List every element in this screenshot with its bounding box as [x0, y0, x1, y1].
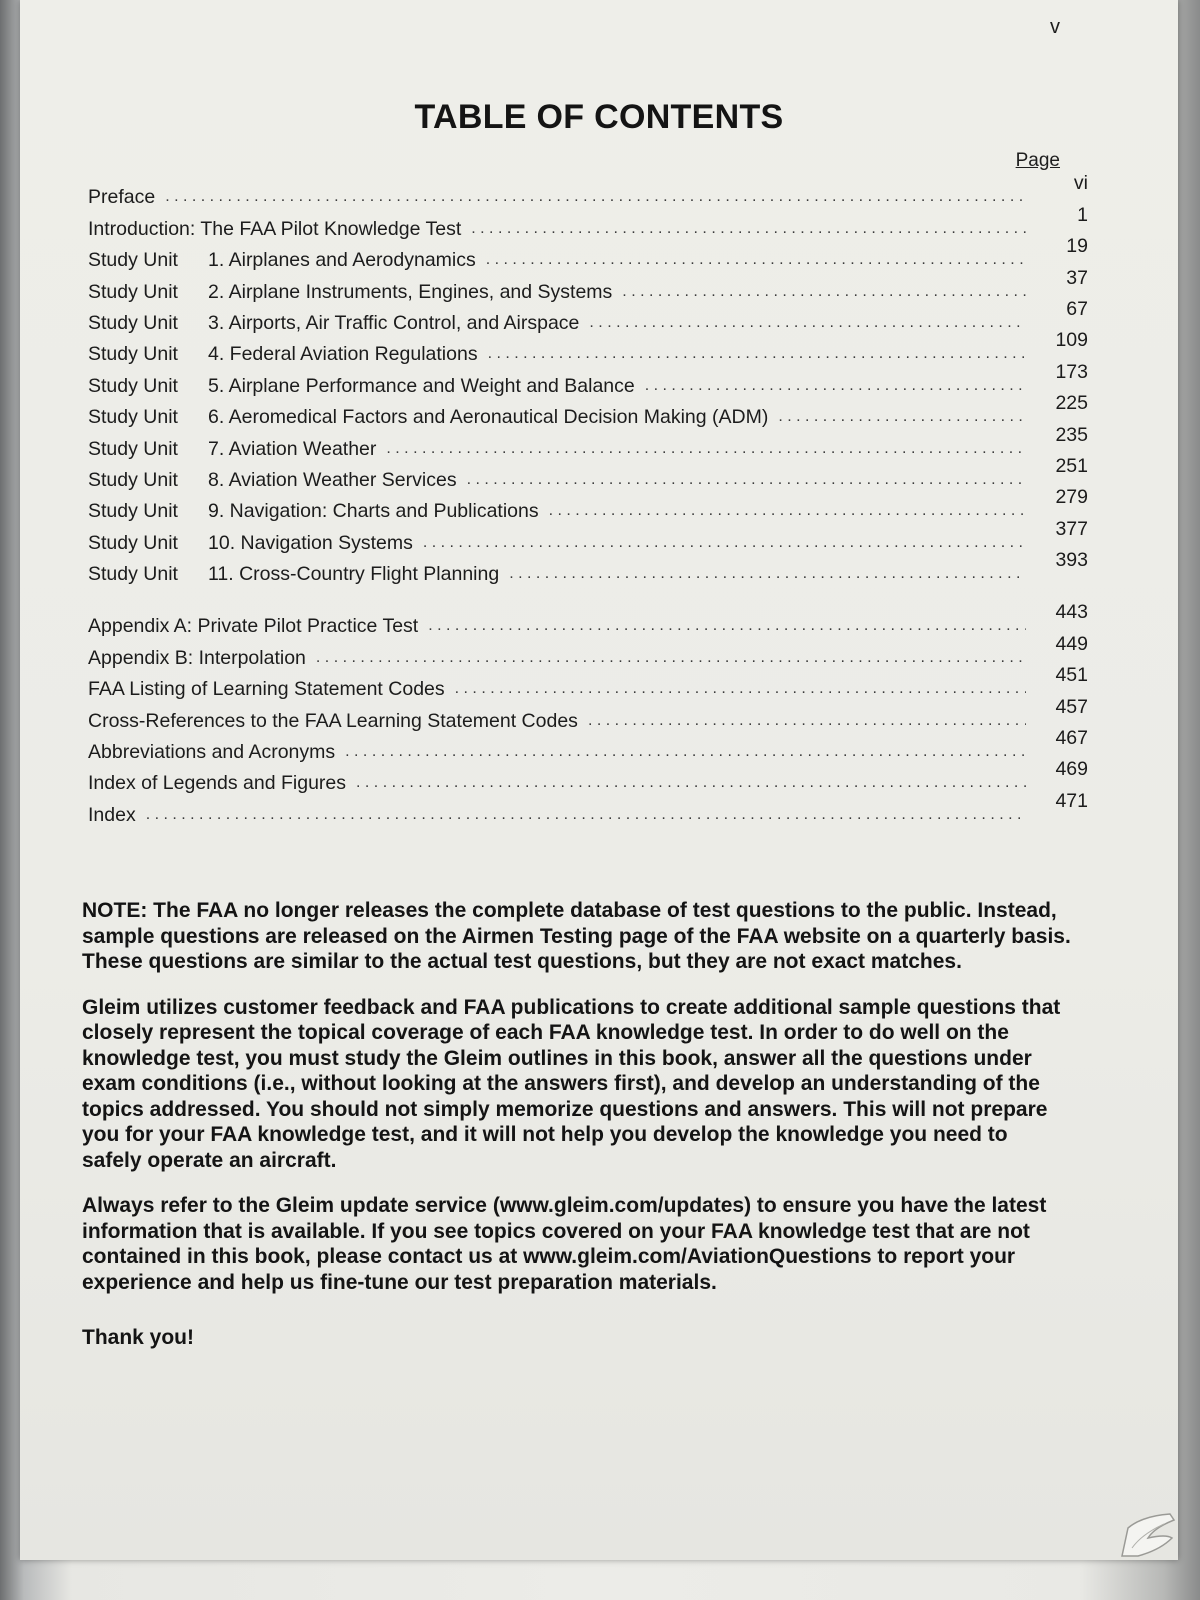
toc-dot-leader: [589, 313, 1026, 335]
toc-entry-title: 5. Airplane Performance and Weight and Balance: [208, 374, 635, 397]
table-of-contents: [88, 172, 1088, 827]
toc-entry-title: 11. Cross-Country Flight Planning: [208, 563, 500, 586]
toc-entry: [88, 172, 1088, 209]
toc-entry-title: Appendix B: Interpolation: [88, 646, 306, 669]
toc-dot-leader: [549, 501, 1026, 523]
toc-entry-page: vi: [1073, 172, 1088, 195]
toc-dot-leader: [423, 533, 1026, 555]
toc-dot-leader: [471, 219, 1026, 241]
toc-entry: [88, 454, 1088, 492]
toc-dot-leader: [509, 564, 1026, 586]
toc-entry: [88, 601, 1088, 638]
toc-dot-leader: [645, 376, 1026, 398]
toc-entry-title: 4. Federal Aviation Regulations: [208, 343, 478, 366]
toc-entry-prefix: Study Unit: [88, 374, 178, 397]
toc-entry: [88, 758, 1088, 795]
toc-entry-prefix: Study Unit: [88, 406, 178, 429]
toc-dot-leader: [316, 648, 1026, 670]
toc-entry-page: 467: [1055, 727, 1088, 750]
toc-entry-title: Introduction: The FAA Pilot Knowledge Test: [88, 217, 462, 240]
toc-dot-leader: [386, 439, 1026, 461]
toc-entry-title: 8. Aviation Weather Services: [208, 468, 457, 491]
toc-dot-leader: [467, 470, 1026, 492]
toc-entry-prefix: Study Unit: [88, 280, 178, 303]
toc-entry-title: 6. Aeromedical Factors and Aeronautical Decision Making (ADM): [208, 406, 769, 429]
toc-entry-prefix: Study Unit: [88, 531, 178, 554]
toc-dot-leader: [486, 250, 1026, 272]
toc-dot-leader: [488, 344, 1026, 366]
toc-entry-prefix: Study Unit: [88, 563, 178, 586]
toc-entry-title: 10. Navigation Systems: [208, 531, 413, 554]
page-number: v: [1050, 16, 1060, 38]
toc-entry-page: 37: [1066, 266, 1088, 289]
toc-entry: [88, 517, 1088, 554]
toc-entry-page: 451: [1055, 664, 1088, 687]
toc-entry-prefix: Study Unit: [88, 468, 178, 491]
toc-entry-page: 67: [1066, 297, 1088, 320]
toc-entry-page: 449: [1055, 632, 1088, 655]
toc-entry: [88, 789, 1088, 826]
thanks-line: Thank you!: [82, 1326, 195, 1349]
toc-entry-title: 7. Aviation Weather: [208, 437, 377, 460]
note-label: NOTE:: [82, 899, 148, 922]
toc-entry: [88, 664, 1088, 701]
toc-entry: [88, 266, 1088, 303]
toc-entry-title: Cross-References to the FAA Learning Statement Codes: [88, 709, 578, 732]
toc-dot-leader: [428, 616, 1026, 638]
toc-entry-page: 377: [1055, 517, 1088, 540]
toc-entry: [88, 329, 1088, 366]
toc-entry: [88, 549, 1088, 586]
page-curl-icon: [1108, 1498, 1178, 1558]
toc-entry-page: 1: [1077, 203, 1088, 226]
notes-section: [82, 898, 1072, 1371]
toc-dot-leader: [356, 773, 1026, 795]
toc-entry-page: 469: [1055, 758, 1088, 781]
toc-dot-leader: [588, 711, 1026, 733]
toc-entry-page: 19: [1066, 235, 1088, 258]
toc-dot-leader: [622, 282, 1026, 304]
gleim-paragraph: Gleim utilizes customer feedback and FAA publications to create additional sample questions that closely represent the topical coverage of each FAA knowledge test. In order to do well on the knowledge test, you must study the Gleim outlines in this book, answer all the questions under exam conditions (i.e., without looking at the answers first), and develop an understanding of the topics addressed. You should not simply memorize questions and answers. This will not prepare you for your FAA knowledge test, and it will not help you develop the knowledge you need to safely operate an aircraft.: [82, 995, 1061, 1172]
toc-entry-page: 471: [1055, 789, 1088, 812]
page-title: TABLE OF CONTENTS: [414, 98, 784, 136]
toc-entry-title: Index: [88, 803, 136, 826]
toc-entry-title: Index of Legends and Figures: [88, 772, 347, 795]
toc-entry-page: 109: [1055, 329, 1088, 352]
toc-entry: [88, 727, 1088, 764]
toc-entry: [88, 695, 1088, 732]
toc-entry-page: 225: [1055, 392, 1088, 415]
toc-entry-prefix: Study Unit: [88, 437, 178, 460]
toc-entry-page: 173: [1055, 360, 1088, 383]
toc-entry-prefix: Study Unit: [88, 343, 178, 366]
toc-entry-page: 457: [1055, 695, 1088, 718]
toc-entry: [88, 423, 1088, 460]
toc-dot-leader: [345, 742, 1026, 764]
toc-entry-title: 3. Airports, Air Traffic Control, and Airspace: [208, 311, 580, 334]
page-column-header: Page: [1015, 150, 1060, 171]
toc-dot-leader: [455, 679, 1026, 701]
toc-entry-page: 443: [1055, 601, 1088, 624]
toc-entry-title: Preface: [88, 186, 156, 209]
note-paragraph: [82, 898, 1072, 975]
toc-entry-prefix: Study Unit: [88, 500, 178, 523]
note-text: The FAA no longer releases the complete database of test questions to the public. Instead, sample questions are released on the Airmen Testing page of the FAA website on a quarterly basis. These questions are similar to the actual test questions, but they are not exact matches.: [82, 899, 1071, 973]
toc-entry-title: 9. Navigation: Charts and Publications: [208, 500, 539, 523]
toc-entry-prefix: Study Unit: [88, 311, 178, 334]
toc-entry: [88, 235, 1088, 272]
toc-entry: [88, 360, 1088, 397]
toc-entry: [88, 632, 1088, 669]
toc-entry-title: Abbreviations and Acronyms: [88, 741, 336, 764]
toc-entry: [88, 203, 1088, 240]
toc-entry-title: 1. Airplanes and Aerodynamics: [208, 249, 476, 272]
toc-entry-title: 2. Airplane Instruments, Engines, and Systems: [208, 280, 613, 303]
toc-entry-page: 235: [1055, 423, 1088, 446]
toc-dot-leader: [778, 407, 1026, 429]
toc-entry-page: 251: [1055, 454, 1088, 477]
toc-entry: [88, 297, 1088, 335]
toc-entry: [88, 486, 1088, 523]
toc-dot-leader: [146, 805, 1026, 827]
book-page: [20, 0, 1178, 1560]
toc-dot-leader: [165, 187, 1026, 209]
toc-entry-title: FAA Listing of Learning Statement Codes: [88, 678, 445, 701]
toc-entry-page: 393: [1055, 549, 1088, 572]
toc-entry: [88, 392, 1088, 429]
update-paragraph: Always refer to the Gleim update service (www.gleim.com/updates) to ensure you have the latest information that is available. If you see topics covered on your FAA knowledge test that are not contained in this book, please contact us at www.gleim.com/AviationQuestions to report your experience and help us fine-tune our test preparation materials.: [82, 1194, 1047, 1294]
toc-entry-page: 279: [1055, 486, 1088, 509]
toc-entry-prefix: Study Unit: [88, 249, 178, 272]
toc-entry-title: Appendix A: Private Pilot Practice Test: [88, 615, 419, 638]
